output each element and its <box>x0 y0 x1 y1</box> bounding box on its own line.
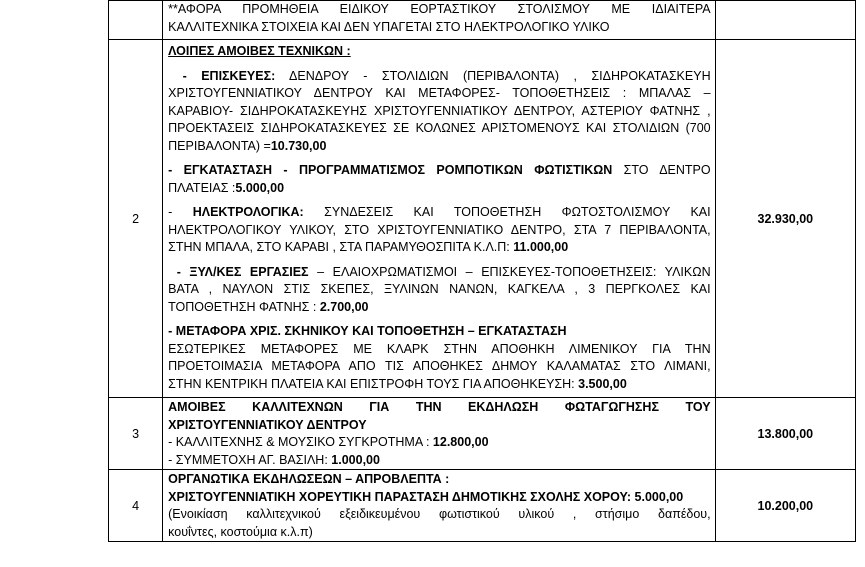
table-row <box>109 398 856 470</box>
paragraph-installation: - ΕΓΚΑΤΑΣΤΑΣΗ - ΠΡΟΓΡΑΜΜΑΤΙΣΜΟΣ ΡΟΜΠΟΤΙΚΩΝ ΦΩΤΙΣΤΙΚΩΝ ΣΤΟ ΔΕΝΤΡΟ ΠΛΑΤΕΙΑΣ :5.000,00 <box>168 163 711 195</box>
budget-table-page <box>108 0 856 567</box>
description-cell <box>163 398 715 470</box>
amount-cell: 13.800,00 <box>715 398 855 470</box>
amount-cell: 32.930,00 <box>715 40 855 398</box>
row-number-cell <box>109 1 163 40</box>
section-title: ΧΡΙΣΤΟΥΓΕΝΝΙΑΤΙΚΟΥ ΔΕΝΤΡΟΥ <box>168 417 367 432</box>
item-value: 3.500,00 <box>578 376 627 391</box>
paragraph-electrical: - ΗΛΕΚΤΡΟΛΟΓΙΚΑ: ΣΥΝΔΕΣΕΙΣ ΚΑΙ ΤΟΠΟΘΕΤΗΣΗ ΦΩΤΟΣΤΟΛΙΣΜΟΥ ΚΑΙ ΗΛΕΚΤΡΟΛΟΓΙΚΟΥ ΥΛΙΚΟΥ, ΣΤΟ ΧΡΙΣΤΟΥΓΕΝΝΙΑΤΙΚΟ ΔΕΝΤΡΟ, ΣΤΑ 7 ΠΕΡΙΒΑΛΟΝΤΑ, ΣΤΗΝ ΜΠΑΛΑ, ΣΤΟ ΚΑΡΑΒΙ , ΣΤΑ ΠΑΡΑΜΥΘΟΣΠΙΤΑ Κ.Λ.Π: 11.000,00 <box>168 205 711 254</box>
row-number-cell: 4 <box>109 470 163 542</box>
item-label: - ΞΥΛ/ΚΕΣ ΕΡΓΑΣΙΕΣ <box>176 264 309 279</box>
item-label: - ΕΠΙΣΚΕΥΕΣ: <box>182 68 276 83</box>
list-item: - ΣΥΜΜΕΤΟΧΗ ΑΓ. ΒΑΣΙΛΗ: 1.000,00 <box>168 452 380 467</box>
note-line: **ΑΦΟΡΑ ΠΡΟΜΗΘΕΙΑ ΕΙΔΙΚΟΥ ΕΟΡΤΑΣΤΙΚΟΥ ΣΤΟΛΙΣΜΟΥ ΜΕ ΙΔΙΑΙΤΕΡΑ <box>168 2 711 16</box>
description-cell <box>163 1 715 40</box>
paragraph-transport: - ΜΕΤΑΦΟΡΑ ΧΡΙΣ. ΣΚΗΝΙΚΟΥ ΚΑΙ ΤΟΠΟΘΕΤΗΣΗ – ΕΓΚΑΤΑΣΤΑΣΗ ΕΣΩΤΕΡΙΚΕΣ ΜΕΤΑΦΟΡΕΣ ΜΕ ΚΛΑΡΚ ΣΤΗΝ ΑΠΟΘΗΚΗ ΛΙΜΕΝΙΚΟΥ ΓΙΑ ΤΗΝ ΠΡΟΕΤΟΙΜΑΣΙΑ ΜΕΤΑΦΟΡΑ ΑΠΟ ΤΙΣ ΑΠΟΘΗΚΕΣ ΔΗΜΟΥ ΚΑΛΑΜΑΤΑΣ ΣΤΟ ΛΙΜΑΝΙ, ΣΤΗΝ ΚΕΝΤΡΙΚΗ ΠΛΑΤΕΙΑ ΚΑΙ ΕΠΙΣΤΡΟΦΗ ΤΟΥΣ ΓΙΑ ΑΠΟΘΗΚΕΥΣΗ: 3.500,00 <box>168 324 711 391</box>
item-value: 2.700,00 <box>319 299 369 314</box>
item-value: 5.000,00 <box>235 180 285 195</box>
description-line: κουΐντες, κοστούμια κ.λ.π) <box>168 524 313 539</box>
section-title: ΑΜΟΙΒΕΣ ΚΑΛΛΙΤΕΧΝΩΝ ΓΙΑ ΤΗΝ ΕΚΔΗΛΩΣΗ ΦΩΤΑΓΩΓΗΣΗΣ ΤΟΥ <box>168 400 711 414</box>
section-title: ΟΡΓΑΝΩΤΙΚΑ ΕΚΔΗΛΩΣΕΩΝ – ΑΠΡΟΒΛΕΠΤΑ : <box>168 472 450 486</box>
amount-cell: 10.200,00 <box>715 470 855 542</box>
amount-cell <box>715 1 855 40</box>
paragraph-repairs: - ΕΠΙΣΚΕΥΕΣ: ΔΕΝΔΡΟΥ - ΣΤΟΛΙΔΙΩΝ (ΠΕΡΙΒΑΛΟΝΤΑ) , ΣΙΔΗΡΟΚΑΤΑΣΚΕΥΗ ΧΡΙΣΤΟΥΓΕΝΝΙΑΤΙΚΟΥ ΔΕΝΤΡΟΥ ΚΑΙ ΜΕΤΑΦΟΡΕΣ- ΤΟΠΟΘΕΤΗΣΕΙΣ : ΜΠΑΛΑΣ – ΚΑΡΑΒΙΟΥ- ΣΙΔΗΡΟΚΑΤΑΣΚΕΥΗΣ ΧΡΙΣΤΟΥΓΕΝΝΙΑΤΙΚΟΥ ΔΕΝΤΡΟΥ, ΑΣΤΕΡΙΟΥ ΦΑΤΝΗΣ , ΠΡΟΕΚΤΑΣΕΙΣ ΣΙΔΗΡΟΚΑΤΑΣΚΕΥΕΣ ΣΕ ΚΟΛΩΝΕΣ ΑΡΙΣΤΟΜΕΝΟΥΣ ΚΑΙ ΣΤΟΛΙΔΙΩΝ (700 ΠΕΡΙΒΑΛΟΝΤΑ) =10.730,00 <box>168 68 711 153</box>
row-number-cell: 2 <box>109 40 163 398</box>
table-row <box>109 470 856 542</box>
table-row <box>109 40 856 398</box>
item-value: 10.730,00 <box>270 138 327 153</box>
item-label: ΗΛΕΚΤΡΟΛΟΓΙΚΑ: <box>192 205 304 219</box>
description-cell <box>163 40 715 398</box>
list-item: - ΚΑΛΛΙΤΕΧΝΗΣ & ΜΟΥΣΙΚΟ ΣΥΓΚΡΟΤΗΜΑ : 12.800,00 <box>168 435 489 449</box>
item-value: 11.000,00 <box>513 240 569 254</box>
budget-table <box>108 0 856 542</box>
row-number-cell: 3 <box>109 398 163 470</box>
note-line: ΚΑΛΛΙΤΕΧΝΙΚΑ ΣΤΟΙΧΕΙΑ ΚΑΙ ΔΕΝ ΥΠΑΓΕΤΑΙ ΣΤΟ ΗΛΕΚΤΡΟΛΟΓΙΚΟ ΥΛΙΚΟ <box>168 19 610 34</box>
description-line: (Ενοικίαση καλλιτεχνικού εξειδικευμένου φωτιστικού υλικού , στήσιμο δαπέδου, <box>168 507 711 521</box>
item-value: 12.800,00 <box>432 435 489 449</box>
section-title: ΛΟΙΠΕΣ ΑΜΟΙΒΕΣ ΤΕΧΝΙΚΩΝ : <box>168 44 351 58</box>
item-label: - ΕΓΚΑΤΑΣΤΑΣΗ - ΠΡΟΓΡΑΜΜΑΤΙΣΜΟΣ ΡΟΜΠΟΤΙΚΩΝ ΦΩΤΙΣΤΙΚΩΝ <box>168 163 613 177</box>
item-label: - ΜΕΤΑΦΟΡΑ ΧΡΙΣ. ΣΚΗΝΙΚΟΥ ΚΑΙ ΤΟΠΟΘΕΤΗΣΗ – ΕΓΚΑΤΑΣΤΑΣΗ <box>168 324 567 338</box>
description-cell <box>163 470 715 542</box>
section-subtitle: ΧΡΙΣΤΟΥΓΕΝΝΙΑΤΙΚΗ ΧΟΡΕΥΤΙΚΗ ΠΑΡΑΣΤΑΣΗ ΔΗΜΟΤΙΚΗΣ ΣΧΟΛΗΣ ΧΟΡΟΥ: 5.000,00 <box>168 489 684 504</box>
item-value: 1.000,00 <box>331 452 380 467</box>
table-row <box>109 1 856 40</box>
paragraph-woodwork: - ΞΥΛ/ΚΕΣ ΕΡΓΑΣΙΕΣ – ΕΛΑΙΟΧΡΩΜΑΤΙΣΜΟΙ – ΕΠΙΣΚΕΥΕΣ-ΤΟΠΟΘΕΤΗΣΕΙΣ: ΥΛΙΚΩΝ ΒΑΤΑ , ΝΑΥΛΟΝ ΣΤΙΣ ΣΚΕΠΕΣ, ΞΥΛΙΝΩΝ ΝΑΝΩΝ, ΚΑΓΚΕΛΑ , 3 ΠΕΡΓΚΟΛΕΣ ΚΑΙ ΤΟΠΟΘΕΤΗΣΗ ΦΑΤΝΗΣ : 2.700,00 <box>168 264 711 314</box>
